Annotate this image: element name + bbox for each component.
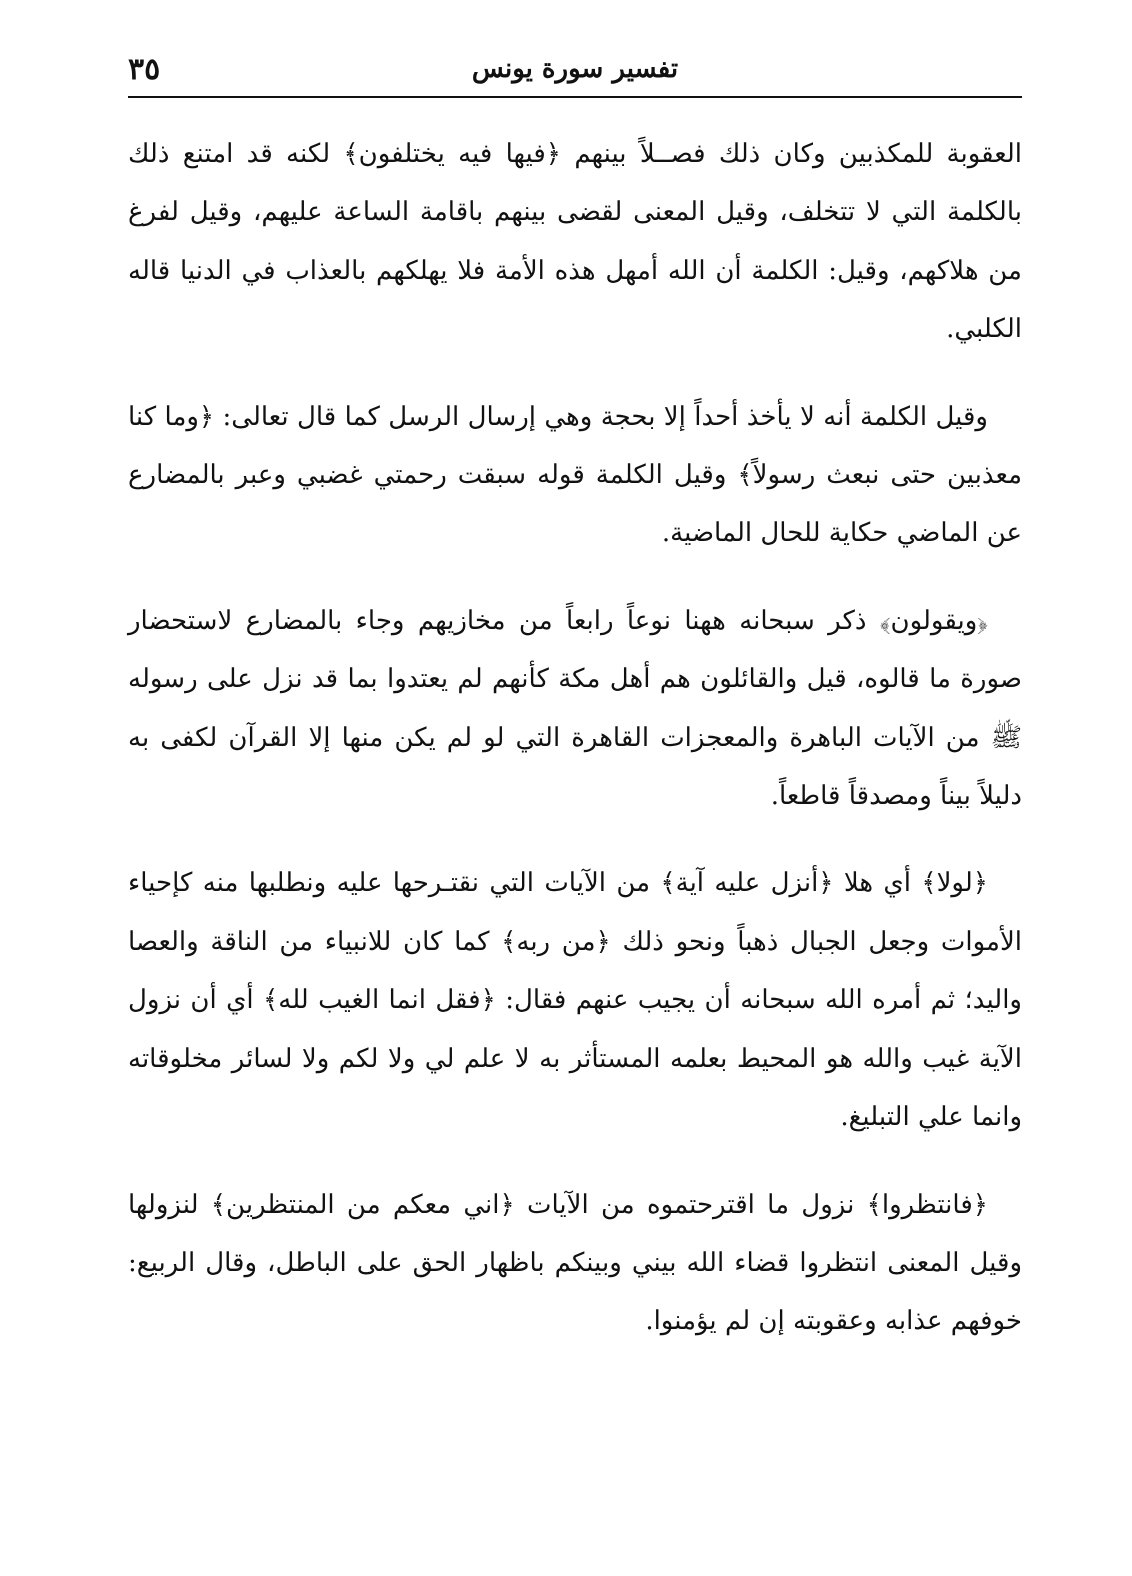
- page-number: ٣٥: [128, 52, 161, 87]
- paragraph-1: العقوبة للمكذبين وكان ذلك فصــلاً بينهم ﴿فيها فيه يختلفون﴾ لكنه قد امتنع ذلك بالكلمة التي لا تتخلف، وقيل المعنى لقضى بينهم باقامة الساعة عليهم، وقيل لفرغ من هلاكهم، وقيل: الكلمة أن الله أمهل هذه الأمة فلا يهلكهم بالعذاب في الدنيا قاله الكلبي.: [128, 139, 1022, 345]
- running-header: [128, 48, 1022, 98]
- body-text: [128, 125, 1022, 1351]
- header-title: تفسير سورة يونس: [471, 54, 679, 84]
- paragraph-2: وقيل الكلمة أنه لا يأخذ أحداً إلا بحجة وهي إرسال الرسل كما قال تعالى: ﴿وما كنا معذبين حتى نبعث رسولاً﴾ وقيل الكلمة قوله سبقت رحمتي غضبي وعبر بالمضارع عن الماضي حكاية للحال الماضية.: [128, 401, 1022, 549]
- paragraph-3: ﴿ويقولون﴾ ذكر سبحانه ههنا نوعاً رابعاً من مخازيهم وجاء بالمضارع لاستحضار صورة ما قالوه، قيل والقائلون هم أهل مكة كأنهم لم يعتدوا بما قد نزل على رسوله ﷺ من الآيات الباهرة والمعجزات القاهرة التي لو لم يكن منها إلا القرآن لكفى به دليلاً بيناً ومصدقاً قاطعاً.: [128, 605, 1022, 812]
- header-divider: [128, 96, 1022, 98]
- paragraph-4: ﴿لولا﴾ أي هلا ﴿أنزل عليه آية﴾ من الآيات التي نقتـرحها عليه ونطلبها منه كإحياء الأموات وجعل الجبال ذهباً ونحو ذلك ﴿من ربه﴾ كما كان للانبياء من الناقة والعصا واليد؛ ثم أمره الله سبحانه أن يجيب عنهم فقال: ﴿فقل انما الغيب لله﴾ أي أن نزول الآية غيب والله هو المحيط بعلمه المستأثر به لا علم لي ولا لكم ولا لسائر مخلوقاته وانما علي التبليغ.: [128, 868, 1022, 1133]
- paragraph-5: ﴿فانتظروا﴾ نزول ما اقترحتموه من الآيات ﴿اني معكم من المنتظرين﴾ لنزولها وقيل المعنى انتظروا قضاء الله بيني وبينكم باظهار الحق على الباطل، وقال الربيع: خوفهم عذابه وعقوبته إن لم يؤمنوا.: [128, 1189, 1022, 1337]
